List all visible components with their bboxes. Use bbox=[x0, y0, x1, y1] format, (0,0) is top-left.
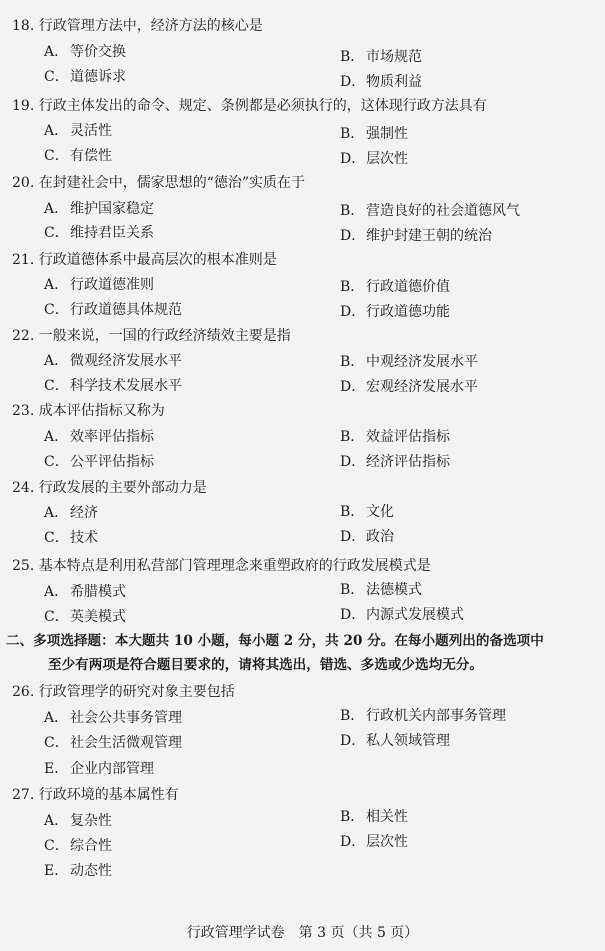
question-26-option-b: B． 行政机关内部事务管理 bbox=[340, 708, 506, 724]
question-27-option-c: C．综合性 bbox=[44, 838, 112, 854]
question-26-option-d: D．私人领域管理 bbox=[340, 733, 450, 749]
question-27-stem: 27. 行政环境的基本属性有 bbox=[12, 787, 179, 803]
question-26-stem: 26. 行政管理学的研究对象主要包括 bbox=[12, 684, 235, 700]
question-26-option-a: A． 社会公共事务管理 bbox=[44, 710, 182, 726]
question-25-option-c: C．英美模式 bbox=[44, 609, 126, 625]
question-18-stem: 18. 行政管理方法中，经济方法的核心是 bbox=[12, 18, 263, 34]
question-21-option-b: B． 行政道德价值 bbox=[340, 279, 450, 295]
section-2-instructions: 二、多项选择题：本大题共 10 小题，每小题 2 分，共 20 分。在每小题列出的备选项中 bbox=[6, 633, 544, 649]
question-19-option-d: D．层次性 bbox=[340, 151, 408, 167]
question-25-option-d: D．内源式发展模式 bbox=[340, 607, 464, 623]
question-23-option-b: B． 效益评估指标 bbox=[340, 429, 450, 445]
question-20-option-b: B． 营造良好的社会道德风气 bbox=[340, 203, 520, 219]
question-20-option-c: C．维持君臣关系 bbox=[44, 225, 154, 241]
question-24-option-c: C．技术 bbox=[44, 530, 98, 546]
question-18-option-a: A． 等价交换 bbox=[44, 44, 126, 60]
question-21-option-c: C．行政道德具体规范 bbox=[44, 302, 182, 318]
question-27-option-e: E． 动态性 bbox=[44, 863, 112, 879]
question-19-option-b: B． 强制性 bbox=[340, 126, 408, 142]
question-27-option-d: D．层次性 bbox=[340, 834, 408, 850]
question-23-option-a: A． 效率评估指标 bbox=[44, 429, 154, 445]
question-23-option-d: D．经济评估指标 bbox=[340, 454, 450, 470]
question-18-option-d: D．物质利益 bbox=[340, 74, 422, 90]
question-20-option-d: D．维护封建王朝的统治 bbox=[340, 228, 492, 244]
section-2-instructions-cont: 至少有两项是符合题目要求的，请将其选出，错选、多选或少选均无分。 bbox=[48, 657, 483, 673]
question-21-stem: 21. 行政道德体系中最高层次的根本准则是 bbox=[12, 252, 277, 268]
question-24-option-a: A． 经济 bbox=[44, 505, 98, 521]
question-21-option-a: A． 行政道德准则 bbox=[44, 277, 154, 293]
question-25-option-b: B． 法德模式 bbox=[340, 582, 422, 598]
question-22-option-d: D．宏观经济发展水平 bbox=[340, 379, 478, 395]
question-25-option-a: A． 希腊模式 bbox=[44, 584, 126, 600]
question-23-option-c: C．公平评估指标 bbox=[44, 454, 154, 470]
question-23-stem: 23. 成本评估指标又称为 bbox=[12, 403, 165, 419]
question-26-option-e: E． 企业内部管理 bbox=[44, 761, 154, 777]
question-18-option-c: C．道德诉求 bbox=[44, 69, 126, 85]
question-24-option-d: D．政治 bbox=[340, 529, 394, 545]
question-22-stem: 22. 一般来说，一国的行政经济绩效主要是指 bbox=[12, 328, 291, 344]
question-22-option-c: C．科学技术发展水平 bbox=[44, 378, 182, 394]
question-19-option-a: A． 灵活性 bbox=[44, 123, 112, 139]
question-19-stem: 19. 行政主体发出的命令、规定、条例都是必须执行的，这体现行政方法具有 bbox=[12, 98, 487, 114]
question-21-option-d: D．行政道德功能 bbox=[340, 304, 450, 320]
question-20-option-a: A． 维护国家稳定 bbox=[44, 201, 154, 217]
question-18-option-b: B． 市场规范 bbox=[340, 49, 422, 65]
question-22-option-b: B． 中观经济发展水平 bbox=[340, 354, 478, 370]
page-footer: 行政管理学试卷 第 3 页（共 5 页） bbox=[186, 925, 419, 941]
question-24-stem: 24. 行政发展的主要外部动力是 bbox=[12, 480, 207, 496]
question-27-option-a: A． 复杂性 bbox=[44, 813, 112, 829]
question-20-stem: 20. 在封建社会中，儒家思想的“德治”实质在于 bbox=[12, 175, 306, 191]
question-27-option-b: B． 相关性 bbox=[340, 809, 408, 825]
question-26-option-c: C．社会生活微观管理 bbox=[44, 735, 182, 751]
question-22-option-a: A． 微观经济发展水平 bbox=[44, 353, 182, 369]
question-25-stem: 25. 基本特点是利用私营部门管理理念来重塑政府的行政发展模式是 bbox=[12, 558, 431, 574]
question-24-option-b: B． 文化 bbox=[340, 504, 394, 520]
question-19-option-c: C．有偿性 bbox=[44, 148, 112, 164]
